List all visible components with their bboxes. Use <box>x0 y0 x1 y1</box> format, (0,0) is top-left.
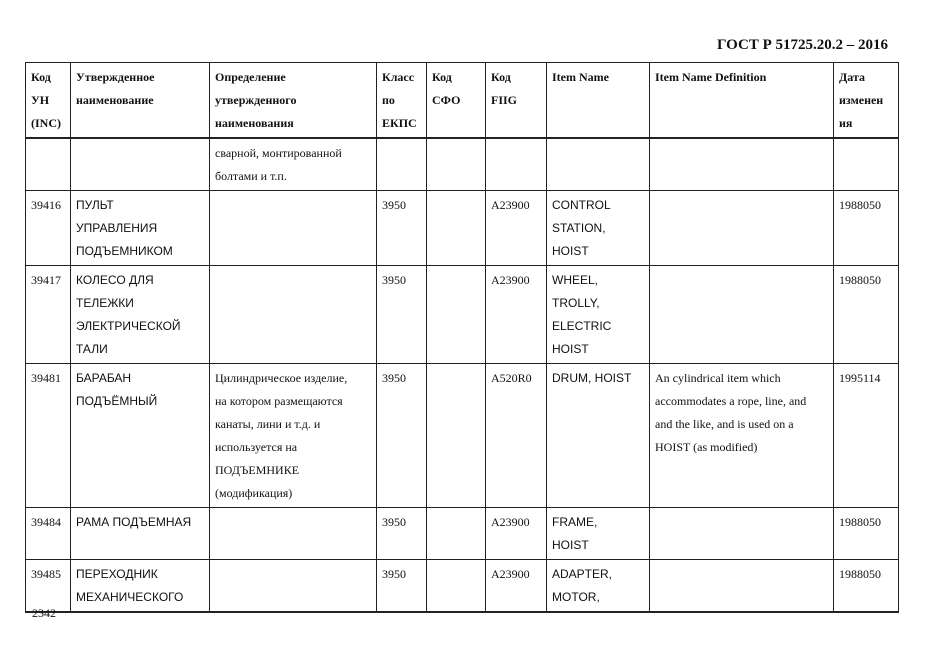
cell-item-name: CONTROL STATION, HOIST <box>547 191 650 266</box>
cell-name: КОЛЕСО ДЛЯ ТЕЛЕЖКИ ЭЛЕКТРИЧЕСКОЙ ТАЛИ <box>71 266 210 364</box>
cell-code: 39484 <box>26 508 71 560</box>
cell-item-def: An cylindrical item which accommodates a rope, line, and and the like, and is used on a HOIST (as modified) <box>650 364 834 508</box>
cell-item-def <box>650 191 834 266</box>
cell-item-def <box>650 266 834 364</box>
cell-item-name: DRUM, HOIST <box>547 364 650 508</box>
cell-code: 39416 <box>26 191 71 266</box>
table-row <box>26 508 899 560</box>
cell-date: 1995114 <box>834 364 899 508</box>
cell-sfo <box>427 364 486 508</box>
cell-sfo <box>427 560 486 613</box>
cell-fiig: A23900 <box>486 508 547 560</box>
header-row <box>26 63 899 139</box>
cell-class: 3950 <box>377 364 427 508</box>
cell-sfo <box>427 138 486 191</box>
cell-item-def <box>650 560 834 613</box>
table-row <box>26 364 899 508</box>
cell-class <box>377 138 427 191</box>
cell-sfo <box>427 191 486 266</box>
col-header-class: Класс по ЕКПС <box>377 63 427 139</box>
cell-fiig <box>486 138 547 191</box>
cell-class: 3950 <box>377 508 427 560</box>
table-row <box>26 191 899 266</box>
cell-item-name: FRAME, HOIST <box>547 508 650 560</box>
cell-item-name <box>547 138 650 191</box>
cell-date: 1988050 <box>834 191 899 266</box>
cell-code <box>26 138 71 191</box>
col-header-sfo: Код СФО <box>427 63 486 139</box>
col-header-item-name: Item Name <box>547 63 650 139</box>
document-title: ГОСТ Р 51725.20.2 – 2016 <box>716 37 888 53</box>
cell-sfo <box>427 266 486 364</box>
cell-date <box>834 138 899 191</box>
cell-code: 39417 <box>26 266 71 364</box>
cell-date: 1988050 <box>834 560 899 613</box>
cell-fiig: A23900 <box>486 191 547 266</box>
cell-class: 3950 <box>377 191 427 266</box>
cell-fiig: A23900 <box>486 560 547 613</box>
cell-definition <box>210 266 377 364</box>
nomenclature-table <box>25 62 899 613</box>
col-header-definition: Определение утвержденного наименования <box>210 63 377 139</box>
cell-definition: Цилиндрическое изделие, на котором размещаются канаты, лини и т.д. и используется на ПОДЪЕМНИКЕ (модификация) <box>210 364 377 508</box>
cell-name: ПУЛЬТ УПРАВЛЕНИЯ ПОДЪЕМНИКОМ <box>71 191 210 266</box>
cell-name: ПЕРЕХОДНИК МЕХАНИЧЕСКОГО <box>71 560 210 613</box>
col-header-fiig: Код FIIG <box>486 63 547 139</box>
cell-date: 1988050 <box>834 266 899 364</box>
cell-name <box>71 138 210 191</box>
cell-item-name: ADAPTER, MOTOR, <box>547 560 650 613</box>
cell-fiig: A23900 <box>486 266 547 364</box>
col-header-approved-name: Утвержденное наименование <box>71 63 210 139</box>
cell-date: 1988050 <box>834 508 899 560</box>
cell-fiig: A520R0 <box>486 364 547 508</box>
col-header-date: Дата изменен ия <box>834 63 899 139</box>
table-row <box>26 266 899 364</box>
cell-definition <box>210 191 377 266</box>
cell-class: 3950 <box>377 560 427 613</box>
cell-code: 39485 <box>26 560 71 613</box>
cell-item-name: WHEEL, TROLLY, ELECTRIC HOIST <box>547 266 650 364</box>
cell-name: БАРАБАН ПОДЪЁМНЫЙ <box>71 364 210 508</box>
col-header-code: Код УН (INC) <box>26 63 71 139</box>
cell-definition: сварной, монтированной болтами и т.п. <box>210 138 377 191</box>
cell-definition <box>210 508 377 560</box>
table-row <box>26 138 899 191</box>
cell-item-def <box>650 508 834 560</box>
cell-item-def <box>650 138 834 191</box>
col-header-item-def: Item Name Definition <box>650 63 834 139</box>
cell-sfo <box>427 508 486 560</box>
cell-class: 3950 <box>377 266 427 364</box>
page-number: 2342 <box>32 606 56 620</box>
cell-name: РАМА ПОДЪЕМНАЯ <box>71 508 210 560</box>
cell-definition <box>210 560 377 613</box>
table-row <box>26 560 899 613</box>
cell-code: 39481 <box>26 364 71 508</box>
